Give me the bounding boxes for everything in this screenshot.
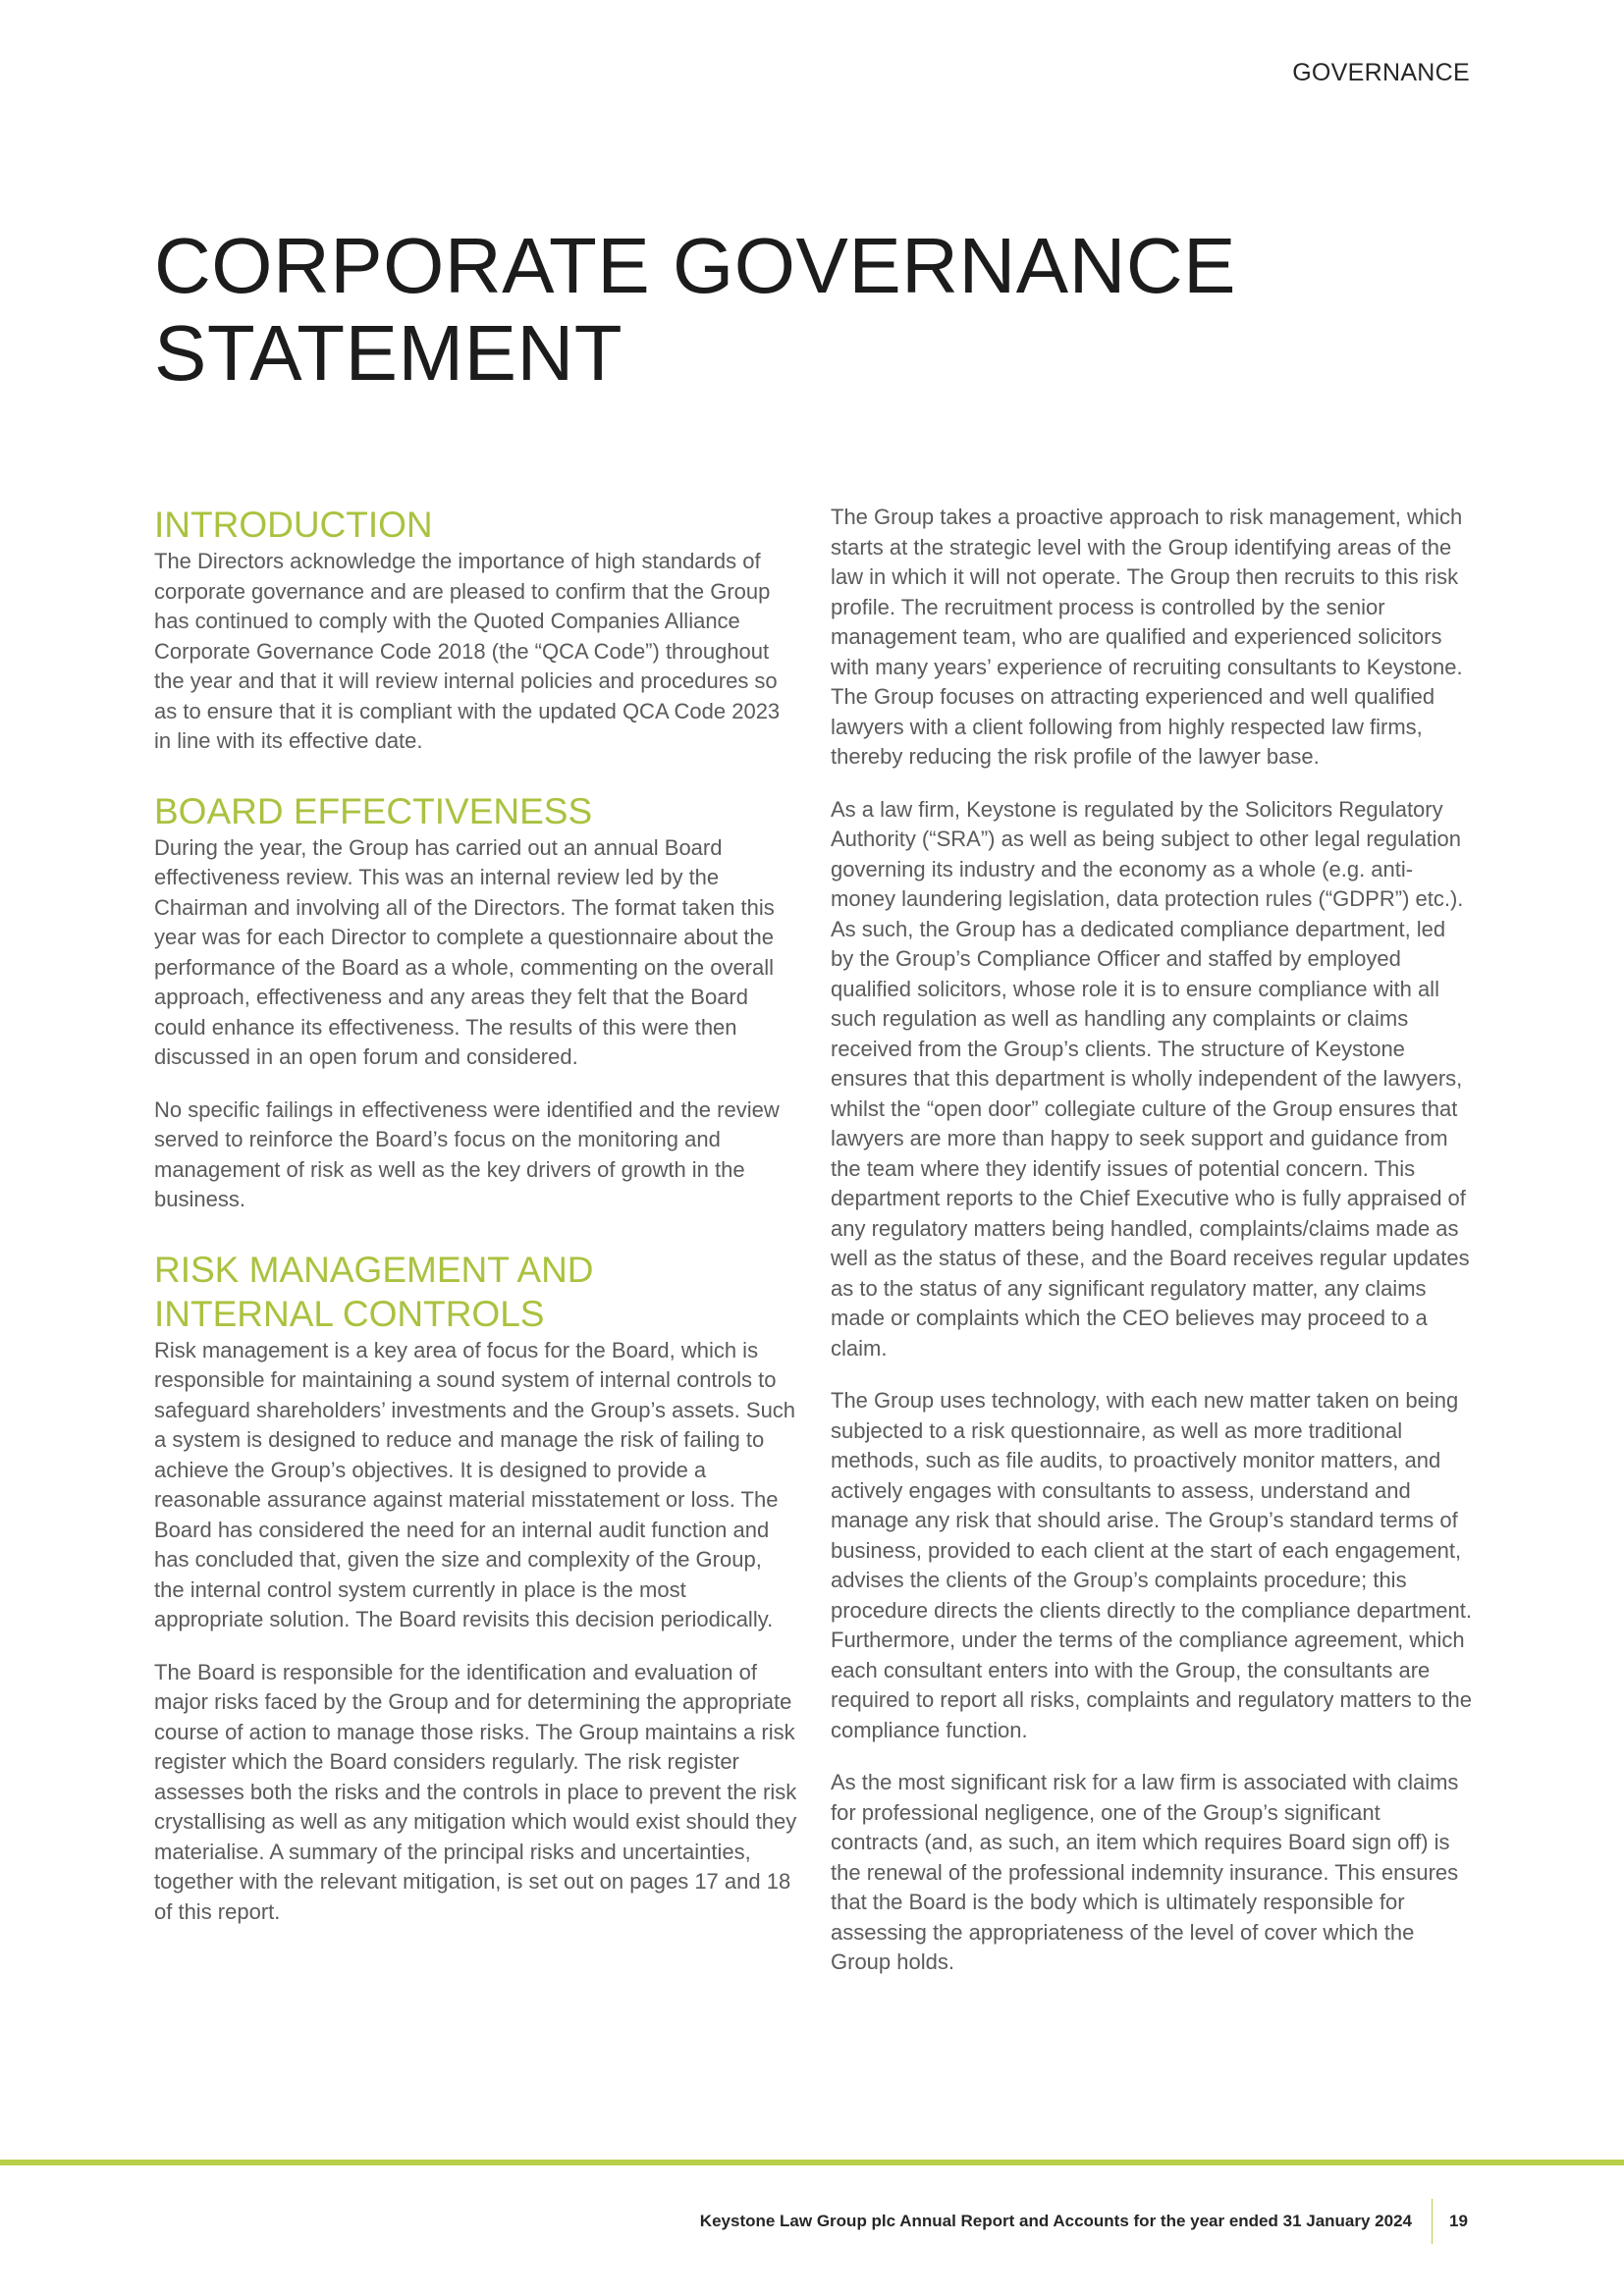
right-column (831, 503, 1474, 1978)
board-effectiveness-paragraph-1: During the year, the Group has carried out an annual Board effectiveness review. This was an internal review led by the Chairman and involving all of the Directors. The format taken this year was for each Director to complete a questionnaire about the performance of the Board as a whole, commenting on the overall approach, effectiveness and any areas they felt that the Board could enhance its effectiveness. The results of this were then discussed in an open forum and considered. (154, 834, 775, 1069)
right-column-paragraph-3: The Group uses technology, with each new matter taken on being subjected to a risk questionnaire, as well as more traditional methods, such as file audits, to proactively monitor matters, and actively engages with consultants to assess, understand and manage any risk that should arise. The Group’s standard terms of business, provided to each client at the start of each engagement, advises the clients of the Group’s complaints procedure; this procedure directs the clients directly to the compliance department. Furthermore, under the terms of the compliance agreement, which each consultant enters into with the Group, the consultants are required to report all risks, complaints and regulatory matters to the compliance function. (831, 1388, 1472, 1742)
introduction-heading: INTRODUCTION (154, 505, 433, 545)
left-column (154, 503, 797, 1927)
page-title (154, 222, 1332, 397)
right-column-paragraph-4: As the most significant risk for a law firm is associated with claims for professional negligence, one of the Group’s significant contracts (and, as such, an item which requires Board sign off) is the renewal of the professional indemnity insurance. This ensures that the Board is the body which is ultimately responsible for assessing the appropriateness of the level of cover which the Group holds. (831, 1770, 1459, 1974)
right-column-paragraph-2: As a law firm, Keystone is regulated by the Solicitors Regulatory Authority (“SRA”) as well as being subject to other legal regulation governing its industry and the economy as a whole (e.g. anti-money laundering legislation, data protection rules (“GDPR”) etc.). As such, the Group has a dedicated compliance department, led by the Group’s Compliance Officer and staffed by employed qualified solicitors, whose role it is to ensure compliance with all such regulation as well as handling any complaints or claims received from the Group’s clients. The structure of Keystone ensures that this department is wholly independent of the lawyers, whilst the “open door” collegiate culture of the Group ensures that lawyers are more than happy to seek support and guidance from the team where they identify issues of potential concern. This department reports to the Chief Executive who is fully appraised of any regulatory matters being handled, complaints/claims made as well as the status of these, and the Board receives regular updates as to the status of any significant regulatory matter, any claims made or complaints which the CEO believes may proceed to a claim. (831, 796, 1470, 1361)
page-title-line-2: STATEMENT (154, 309, 623, 397)
board-effectiveness-heading: BOARD EFFECTIVENESS (154, 790, 593, 831)
risk-management-heading-line-1: RISK MANAGEMENT AND (154, 1249, 594, 1290)
page-number: 19 (1449, 2212, 1468, 2230)
right-column-paragraph-1: The Group takes a proactive approach to risk management, which starts at the strategic level with the Group identifying areas of the law in which it will not operate. The Group then recruits to this risk profile. The recruitment process is controlled by the senior management team, who are qualified and experienced solicitors with many years’ experience of recruiting consultants to Keystone. The Group focuses on attracting experienced and well qualified lawyers with a client following from highly respected law firms, thereby reducing the risk profile of the lawyer base. (831, 505, 1463, 769)
risk-management-paragraph-2: The Board is responsible for the identification and evaluation of major risks faced by the Group and for determining the appropriate course of action to manage those risks. The Group maintains a risk register which the Board considers regularly. The risk register assesses both the risks and the controls in place to prevent the risk crystallising as well as any mitigation which would exist should they materialise. A summary of the principal risks and uncertainties, together with the relevant mitigation, is set out on pages 17 and 18 of this report. (154, 1659, 797, 1924)
section-label: GOVERNANCE (1292, 59, 1470, 86)
board-effectiveness-paragraph-2: No specific failings in effectiveness were identified and the review served to reinforce the Board’s focus on the monitoring and management of risk as well as the key drivers of growth in the business. (154, 1096, 780, 1211)
page-title-line-1: CORPORATE GOVERNANCE (154, 222, 1236, 309)
footer-rule (0, 2160, 1624, 2165)
risk-management-heading (154, 1248, 797, 1336)
risk-management-paragraph-1: Risk management is a key area of focus for the Board, which is responsible for maintaining a sound system of internal controls to safeguard shareholders’ investments and the Group’s assets. Such a system is designed to reduce and manage the risk of failing to achieve the Group’s objectives. It is designed to provide a reasonable assurance against material misstatement or loss. The Board has considered the need for an internal audit function and has concluded that, given the size and complexity of the Group, the internal control system currently in place is the most appropriate solution. The Board revisits this decision periodically. (154, 1337, 796, 1631)
footer-divider (1432, 2199, 1433, 2244)
risk-management-heading-line-2: INTERNAL CONTROLS (154, 1293, 545, 1334)
introduction-paragraph: The Directors acknowledge the importance of high standards of corporate governance and are pleased to confirm that the Group has continued to comply with the Quoted Companies Alliance Corporate Governance Code 2018 (the “QCA Code”) throughout the year and that it will review internal policies and procedures so as to ensure that it is compliant with the updated QCA Code 2023 in line with its effective date. (154, 549, 781, 753)
footer-report-title: Keystone Law Group plc Annual Report and Accounts for the year ended 31 January 2024 (699, 2212, 1412, 2230)
